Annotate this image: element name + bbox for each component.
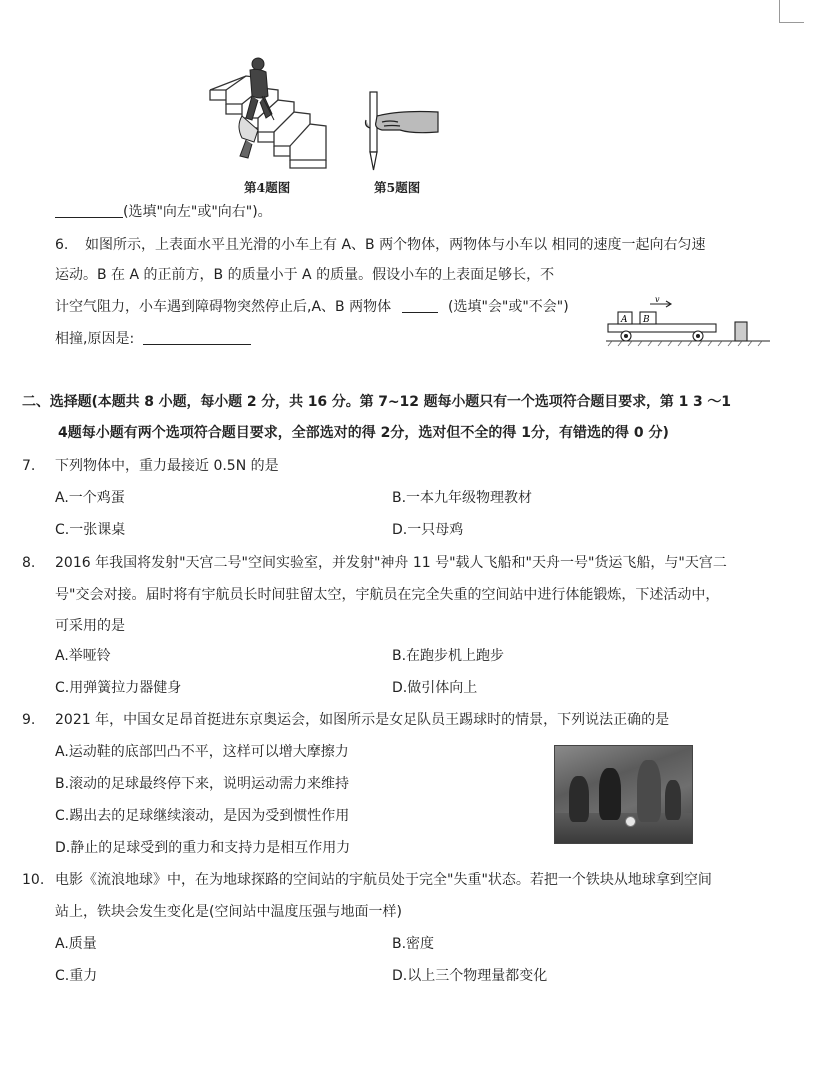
q8-option-b[interactable]: B.在跑步机上跑步 [392,648,505,664]
cart-label-v: v [655,295,660,304]
q9-stem: 2021 年，中国女足昂首挺进东京奥运会，如图所示是女足队员王踢球时的情景，下列说法正确的是 [55,712,670,728]
q10-option-c[interactable]: C.重力 [55,968,98,984]
fig4-stairs-diagram [206,56,330,174]
q10-line1: 电影《流浪地球》中，在为地球探路的空间站的宇航员处于完全"失重"状态。若把一个铁块从地球拿到空间 [55,872,712,888]
photo-player-2 [599,768,621,820]
q10-number: 10. [22,872,45,888]
q6-line3b: (选填"会"或"不会") [448,299,569,315]
q7-stem: 下列物体中，重力最接近 0.5N 的是 [55,458,279,474]
q7-number: 7. [22,458,36,474]
q9-option-d[interactable]: D.静止的足球受到的重力和支持力是相互作用力 [55,840,351,856]
q9-option-a[interactable]: A.运动鞋的底部凹凸不平，这样可以增大摩擦力 [55,744,349,760]
q10-option-d[interactable]: D.以上三个物理量都变化 [392,968,548,984]
photo-player-3 [637,760,661,822]
q8-line2: 号"交会对接。届时将有宇航员长时间驻留太空，宇航员在完全失重的空间站中进行体能锻炼，下述活动中， [55,587,720,603]
q8-option-d[interactable]: D.做引体向上 [392,680,478,696]
q6-answer-blank-1[interactable] [402,298,438,313]
q9-number: 9. [22,712,36,728]
q6-line3a: 计空气阻力，小车遇到障碍物突然停止后,A、B 两物体 [55,299,392,315]
q6-cart-diagram [604,294,774,348]
section2-header-line2: 4题每小题有两个选项符合题目要求，全部选对的得 2分，选对但不全的得 1分，有错选的得 0 分) [58,425,669,441]
q6-line3 [55,297,569,317]
q6-line4 [55,329,251,349]
q8-option-c[interactable]: C.用弹簧拉力器健身 [55,680,182,696]
section2-header-line1: 二、选择题(本题共 8 小题，每小题 2 分，共 16 分。第 7~12 题每小题只有一个选项符合题目要求，第 1 3 ～1 [22,394,731,410]
q5-tail-text: (选填"向左"或"向右")。 [123,204,272,220]
q8-line1: 2016 年我国将发射"天宫二号"空间实验室，并发射"神舟 11 号"载人飞船和"天舟一号"货运飞船，与"天宫二 [55,555,727,571]
cart-label-a: A [621,315,628,325]
q8-option-a[interactable]: A.举哑铃 [55,648,111,664]
q6-line2: 运动。B 在 A 的正前方，B 的质量小于 A 的质量。假设小车的上表面足够长，不 [55,267,555,283]
q6-line1: 如图所示，上表面水平且光滑的小车上有 A、B 两个物体，两物体与小车以 相同的速度一起向右匀速 [85,237,706,253]
q9-option-c[interactable]: C.踢出去的足球继续滚动，是因为受到惯性作用 [55,808,350,824]
q5-answer-line [55,202,272,222]
q7-option-c[interactable]: C.一张课桌 [55,522,126,538]
q7-option-a[interactable]: A.一个鸡蛋 [55,490,125,506]
fig4-caption: 第4题图 [244,180,291,195]
q10-option-a[interactable]: A.质量 [55,936,97,952]
fig5-hand-pencil-diagram [360,90,442,176]
q8-line3: 可采用的是 [55,618,125,634]
q10-line2: 站上，铁块会发生变化是(空间站中温度压强与地面一样) [55,904,402,920]
q6-reason-label: 相撞,原因是: [55,331,135,347]
q9-option-b[interactable]: B.滚动的足球最终停下来，说明运动需力来维持 [55,776,350,792]
photo-player-4 [665,780,681,820]
corner-mark-right [779,0,804,23]
q5-answer-blank[interactable] [55,203,123,218]
q6-answer-blank-2[interactable] [143,330,251,345]
q7-option-b[interactable]: B.一本九年级物理教材 [392,490,533,506]
photo-soccer-ball [625,816,636,827]
q6-number: 6. [55,237,69,253]
photo-player-1 [569,776,589,822]
q10-option-b[interactable]: B.密度 [392,936,435,952]
fig5-caption: 第5题图 [374,180,421,195]
q9-soccer-photo [554,745,693,844]
q7-option-d[interactable]: D.一只母鸡 [392,522,464,538]
cart-label-b: B [643,315,650,325]
q8-number: 8. [22,555,36,571]
